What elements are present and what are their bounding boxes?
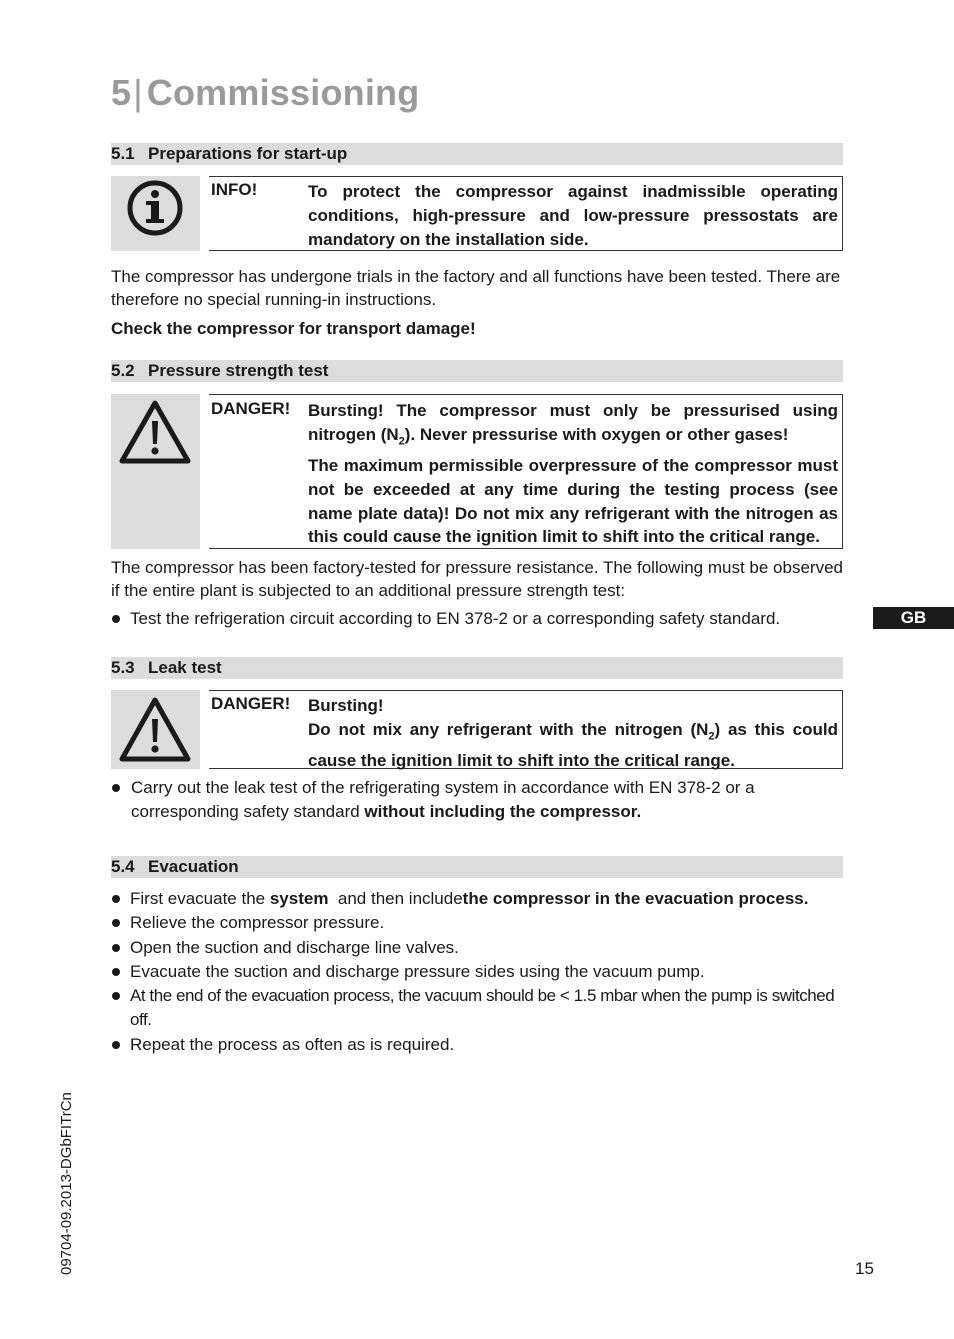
bullet-dot [112, 1041, 120, 1049]
info-notice [111, 176, 843, 251]
danger-notice-leak [111, 690, 843, 769]
list-item [111, 1033, 851, 1057]
bullet-dot [112, 919, 120, 927]
list-item-text: First evacuate the [130, 889, 270, 908]
bullet-dot [112, 968, 120, 976]
section-number: 5.2 [111, 361, 135, 380]
notice-text [308, 694, 838, 773]
list-item [111, 887, 851, 911]
section-number: 5.3 [111, 658, 135, 677]
chapter-title [111, 72, 419, 114]
subscript-2: 2 [398, 435, 405, 448]
transport-damage-note: Check the compressor for transport damage! [111, 319, 476, 338]
section-heading-5-1 [111, 143, 843, 165]
bullet-dot [112, 944, 120, 952]
warning-icon-box [111, 690, 200, 769]
list-item-text: Test the refrigeration circuit according to EN 378-2 or a corresponding safety standard. [130, 609, 781, 628]
section-heading-5-3 [111, 657, 843, 679]
section-heading-5-4 [111, 856, 843, 878]
list-item-text: Carry out the leak test of the refrigerating system in accordance with EN 378-2 or a corresponding safety standard [131, 778, 755, 822]
notice-line-2: The maximum permissible overpressure of the compressor must not be exceeded at any time during the testing process (see name plate data)! Do not mix any refrigerant with the nitrogen as this could cause the ignition limit to shift into the critical range. [308, 455, 838, 547]
list-item [111, 607, 851, 631]
warning-icon-box [111, 394, 200, 549]
section-title: Pressure strength test [148, 361, 329, 380]
page-number: 15 [855, 1259, 874, 1278]
bullet-dot [112, 895, 120, 903]
info-message-box [209, 176, 843, 251]
list-item-bold-text: the compressor in the evacuation process. [462, 889, 809, 908]
subscript-2: 2 [708, 730, 715, 743]
notice-line-1a: Bursting! The compressor must only be pressurised using nitrogen (N [308, 401, 838, 444]
paragraph-factory-tested: The compressor has been factory-tested for pressure resistance. The following must be observed if the entire plant is subjected to an additional pressure strength test: [111, 558, 843, 600]
list-item-text: Open the suction and discharge line valves. [130, 937, 459, 957]
list-item [111, 960, 851, 984]
list-item [111, 776, 843, 825]
notice-kind: DANGER! [211, 694, 291, 713]
bullet-list-5-3 [111, 776, 843, 825]
list-item [111, 984, 851, 1033]
section-title: Leak test [148, 658, 222, 677]
list-item [111, 936, 851, 960]
list-item-text: Evacuate the suction and discharge pressure sides using the vacuum pump. [130, 961, 705, 981]
section-number: 5.1 [111, 144, 135, 163]
list-item-text: Relieve the compressor pressure. [130, 913, 385, 933]
notice-kind: INFO! [211, 180, 258, 199]
warning-icon [111, 690, 200, 769]
paragraph-trials: The compressor has undergone trials in the factory and all functions have been tested. There are therefore no special running-in instructions. [111, 267, 841, 309]
bullet-dot [112, 784, 120, 792]
notice-text: To protect the compressor against inadmissible operating conditions, high-pressure and low-pressure pressostats are mandatory on the installation side. [308, 182, 838, 249]
notice-line-1b: ). Never pressurise with oxygen or other gases! [404, 424, 789, 444]
info-icon [111, 176, 200, 251]
notice-kind: DANGER! [211, 399, 291, 418]
section-heading-5-2 [111, 360, 843, 382]
language-tab: GB [873, 607, 954, 629]
chapter-separator: | [133, 72, 143, 113]
list-item [111, 911, 851, 935]
notice-line-2b: ) as this could cause the ignition limit to shift into the critical range. [308, 719, 838, 770]
list-item-text: and then include [328, 889, 463, 908]
section-title: Preparations for start-up [148, 144, 348, 163]
chapter-number: 5 [111, 72, 132, 113]
section-number: 5.4 [111, 857, 135, 876]
notice-line-2a: Do not mix any refrigerant with the nitrogen (N [308, 719, 709, 739]
notice-line-1: Bursting! [308, 696, 384, 715]
danger-message-box [209, 690, 843, 769]
bullet-dot [112, 615, 120, 623]
notice-text [308, 399, 838, 549]
danger-message-box [209, 394, 843, 549]
list-item-bold-text: without including the compressor. [364, 802, 642, 822]
document-id: 09704-09.2013-DGbFITrCn [58, 1092, 75, 1275]
bullet-list-5-2 [111, 607, 851, 631]
warning-icon [111, 394, 200, 469]
bullet-dot [112, 992, 120, 1000]
section-title: Evacuation [148, 857, 239, 876]
danger-notice-pressure [111, 394, 843, 549]
info-icon-box [111, 176, 200, 251]
chapter-title-text: Commissioning [146, 72, 420, 113]
bullet-list-5-4 [111, 887, 851, 1057]
list-item-bold-text: system [269, 889, 329, 908]
list-item-text: At the end of the evacuation process, the vacuum should be < 1.5 mbar when the pump is switched off. [130, 986, 835, 1030]
list-item-text: Repeat the process as often as is required. [130, 1034, 455, 1054]
